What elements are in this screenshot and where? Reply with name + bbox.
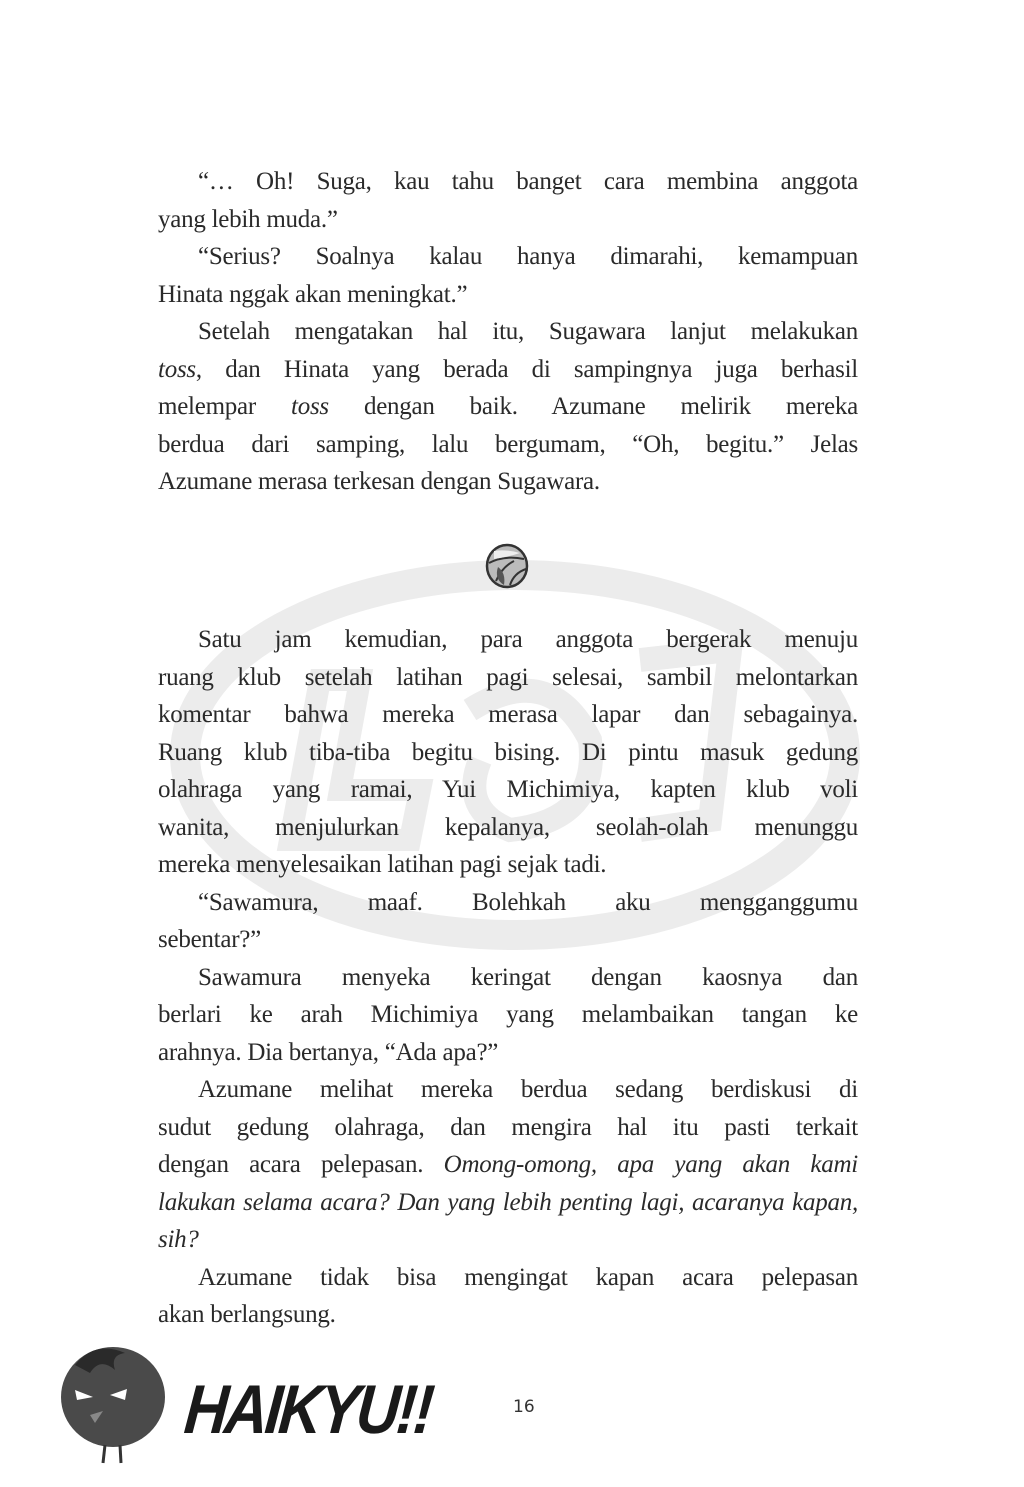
body-text: akan berlangsung. — [158, 1301, 336, 1328]
body-text: “… Oh! Suga, kau tahu banget cara membina anggota — [198, 168, 858, 195]
paragraph-line — [158, 809, 858, 847]
paragraph-line — [158, 621, 858, 659]
body-text: sudut gedung olahraga, dan mengira hal itu pasti terkait — [158, 1113, 858, 1141]
paragraph-line — [158, 921, 858, 959]
body-text: Hinata nggak akan meningkat.” — [158, 280, 468, 308]
page-number: 16 — [513, 1397, 535, 1417]
italic-text: sih? — [158, 1226, 199, 1253]
body-text: “Serius? Soalnya kalau hanya dimarahi, kemampuan — [198, 243, 858, 270]
paragraph-line — [158, 996, 858, 1034]
body-text: Azumane melihat mereka berdua sedang berdiskusi di — [198, 1076, 858, 1103]
body-text: “Sawamura, maaf. Bolehkah aku mengganggumu — [198, 888, 858, 916]
italic-text: Omong-omong, apa yang akan kami — [443, 1151, 858, 1178]
body-text: Ruang klub tiba-tiba begitu bising. Di pintu masuk gedung — [158, 738, 858, 766]
paragraph-line — [158, 426, 858, 464]
body-text: , dan Hinata yang berada di sampingnya juga berhasil — [195, 355, 858, 383]
body-text: berlari ke arah Michimiya yang melambaikan tangan ke — [158, 1001, 858, 1028]
paragraph-line — [158, 1146, 858, 1184]
italic-text: toss — [158, 355, 196, 383]
body-text: dengan acara pelepasan. — [158, 1151, 444, 1178]
paragraph-line — [158, 884, 858, 922]
crow-mascot-icon — [55, 1345, 175, 1470]
body-text: sebentar?” — [158, 926, 261, 953]
paragraph-line — [158, 276, 858, 314]
body-text: Satu jam kemudian, para anggota bergerak menuju — [198, 626, 858, 653]
paragraph-line — [158, 1259, 858, 1297]
body-text: Setelah mengatakan hal itu, Sugawara lanjut melakukan — [198, 318, 858, 345]
text-section-1 — [158, 163, 858, 501]
italic-text: lakukan selama acara? Dan yang lebih penting lagi, acaranya kapan, — [158, 1188, 858, 1216]
paragraph-line — [158, 846, 858, 884]
paragraph-line — [158, 1034, 858, 1072]
body-text: dengan baik. Azumane melirik mereka — [328, 393, 858, 420]
paragraph-line — [158, 659, 858, 697]
paragraph-line — [158, 1071, 858, 1109]
paragraph-line — [158, 1109, 858, 1147]
body-text: Sawamura menyeka keringat dengan kaosnya dan — [198, 963, 858, 991]
body-text: arahnya. Dia bertanya, “Ada apa?” — [158, 1038, 499, 1066]
body-text: komentar bahwa mereka merasa lapar dan sebagainya. — [158, 701, 858, 728]
paragraph-line — [158, 1296, 858, 1334]
paragraph-line — [158, 1184, 858, 1222]
paragraph-line — [158, 351, 858, 389]
text-section-2 — [158, 621, 858, 1334]
paragraph-line — [158, 734, 858, 772]
body-text: wanita, menjulurkan kepalanya, seolah-olah menunggu — [158, 813, 858, 841]
logo-text: HAIKYU!! — [181, 1370, 435, 1449]
paragraph-line — [158, 771, 858, 809]
body-text: ruang klub setelah latihan pagi selesai, sambil melontarkan — [158, 663, 858, 691]
paragraph-line — [158, 463, 858, 501]
paragraph-line — [158, 959, 858, 997]
body-text: olahraga yang ramai, Yui Michimiya, kapten klub voli — [158, 776, 858, 803]
haikyu-logo — [55, 1345, 435, 1470]
italic-text: toss — [291, 393, 329, 420]
volleyball-icon — [484, 543, 530, 589]
body-text: mereka menyelesaikan latihan pagi sejak tadi. — [158, 851, 607, 878]
paragraph-line — [158, 313, 858, 351]
body-text: melempar — [158, 393, 291, 420]
paragraph-line — [158, 238, 858, 276]
paragraph-line — [158, 201, 858, 239]
body-text: yang lebih muda.” — [158, 205, 338, 233]
paragraph-line — [158, 388, 858, 426]
paragraph-line — [158, 1221, 858, 1259]
body-text: berdua dari samping, lalu bergumam, “Oh, begitu.” Jelas — [158, 430, 858, 458]
body-text: Azumane tidak bisa mengingat kapan acara pelepasan — [198, 1263, 858, 1291]
paragraph-line — [158, 163, 858, 201]
body-text: Azumane merasa terkesan dengan Sugawara. — [158, 468, 600, 495]
paragraph-line — [158, 696, 858, 734]
